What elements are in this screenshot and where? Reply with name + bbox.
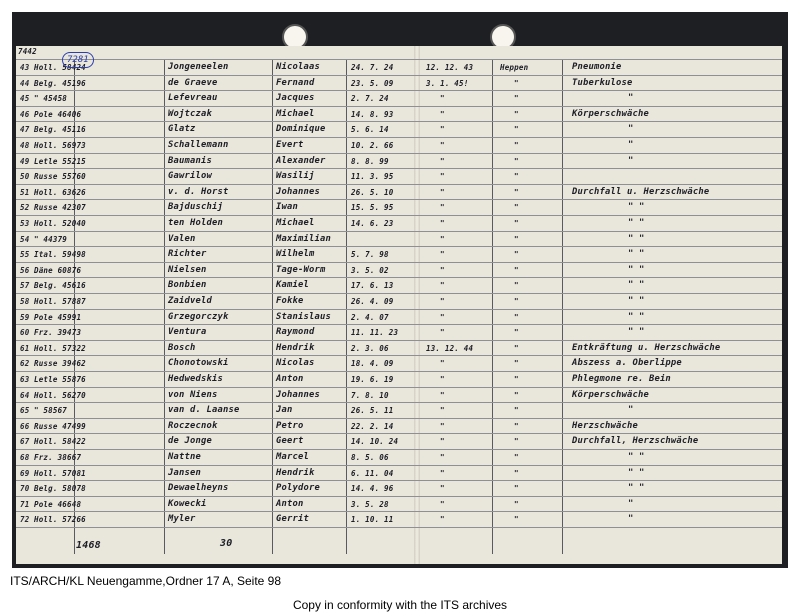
death-date: 13. 12. 44 [426,343,474,353]
place: " [514,484,519,494]
first-name: Petro [276,420,304,431]
birth-date: 3. 5. 02 [351,265,389,275]
cause-remark: " " [628,452,645,462]
first-name: Hendrik [276,342,315,353]
place: " [514,390,519,400]
cause-remark: " " [628,202,645,213]
death-date: " [440,265,445,275]
surname: von Niens [168,389,218,400]
birth-date: 14. 10. 24 [351,437,399,447]
row-index: 71 [20,499,30,509]
row-index: 66 [20,421,30,431]
cause-remark: " [628,155,634,166]
ruled-line [16,168,782,169]
death-date: " [440,359,445,369]
surname: Schallemann [168,140,229,150]
surname: Chonotowski [168,358,229,369]
row-index: 59 [20,312,30,322]
death-date: 3. 1. 45! [426,78,469,88]
prisoner-number: Letle 55876 [34,375,86,384]
cause-remark: " [628,140,634,150]
cause-remark: Durchfall u. Herzschwäche [572,186,710,197]
row-index: 68 [20,453,30,462]
place: Heppen [500,63,529,72]
prisoner-number: Russe 42307 [34,203,86,213]
ruled-line [16,59,782,60]
death-date: " [440,406,445,416]
first-name: Fokke [276,296,304,306]
birth-date: 2. 7. 24 [351,94,389,104]
row-index: 56 [20,265,30,275]
birth-date: 22. 2. 14 [351,421,394,431]
document-scan [12,12,788,568]
row-index: 50 [20,172,30,182]
birth-date: 2. 4. 07 [351,312,389,322]
ruled-line [16,277,782,278]
prisoner-number: Letle 55215 [34,156,86,166]
surname: Ventura [168,327,207,338]
ruled-line [16,262,782,263]
death-date: " [440,437,445,447]
row-index: 54 [20,234,30,244]
death-date: " [440,328,445,338]
surname: Gawrilow [168,171,212,182]
cause-remark: Phlegmone re. Bein [572,374,671,384]
first-name: Gerrit [276,514,309,525]
ruled-line [16,246,782,247]
surname: Jansen [168,467,201,478]
birth-date: 23. 5. 09 [351,78,394,88]
death-date: " [440,312,445,322]
birth-date: 5. 6. 14 [351,125,389,135]
cause-remark: Herzschwäche [572,420,638,431]
birth-date: 24. 7. 24 [351,63,394,72]
first-name: Kamiel [276,280,309,291]
place: " [514,421,519,431]
first-name: Hendrik [276,467,315,478]
row-index: 52 [20,203,30,213]
surname: Jongeneelen [168,62,229,72]
surname: de Jonge [168,436,212,447]
ruled-line [16,387,782,388]
cause-remark: Tuberkulose [572,77,633,88]
prisoner-number: Frz. 38667 [34,453,82,462]
first-name: Anton [276,374,304,384]
surname: Bosch [168,342,196,353]
ruled-line [16,465,782,466]
first-name: Nicolaas [276,62,320,72]
ruled-line [16,402,782,403]
surname: Richter [168,249,207,260]
first-name: Alexander [276,155,326,166]
row-index: 45 [20,94,30,104]
surname: Hedwedskis [168,374,223,384]
place: " [514,281,519,291]
birth-date: 8. 5. 06 [351,453,389,462]
surname: Kowecki [168,498,207,509]
death-date: " [440,109,445,119]
ruled-line [16,184,782,185]
first-name: Michael [276,218,315,228]
death-date: " [440,375,445,384]
row-index: 47 [20,125,30,135]
archive-number-badge: 7281 [62,52,94,68]
row-index: 57 [20,281,30,291]
first-name: Michael [276,108,315,119]
surname: ten Holden [168,218,223,228]
ruled-line [16,371,782,372]
prisoner-number: Pole 46648 [34,499,82,509]
ruled-line [16,324,782,325]
row-index: 46 [20,109,30,119]
birth-date: 2. 3. 06 [351,343,389,353]
prisoner-number: Holl. 58424 [34,63,86,72]
place: " [514,328,519,338]
birth-date: 11. 3. 95 [351,172,394,182]
death-date: " [440,219,445,228]
place: " [514,156,519,166]
prisoner-number: Belg. 45196 [34,78,86,88]
prisoner-number: " 58567 [34,406,68,416]
row-index: 44 [20,78,30,88]
prisoner-number: Holl. 57081 [34,468,86,478]
ruled-line [16,511,782,512]
first-name: Wasilij [276,171,315,182]
prisoner-number: Belg. 45116 [34,125,86,135]
archive-caption: ITS/ARCH/KL Neuengamme,Ordner 17 A, Seite 98 [10,574,282,588]
cause-remark: " [628,124,634,135]
first-name: Johannes [276,389,320,400]
first-name: Jacques [276,93,315,104]
birth-date: 26. 4. 09 [351,297,394,306]
prisoner-number: Frz. 39473 [34,328,82,338]
ruled-line [16,527,782,528]
cause-remark: " " [628,264,645,275]
cause-remark: " [628,405,634,416]
prisoner-number: Holl. 57887 [34,297,86,306]
row-index: 62 [20,359,30,369]
birth-date: 1. 10. 11 [351,515,394,525]
surname: de Graeve [168,77,218,88]
cause-remark: " " [628,311,645,322]
row-index: 65 [20,406,30,416]
prisoner-number: Holl. 57322 [34,343,86,353]
surname: Wojtczak [168,108,212,119]
place: " [514,234,519,244]
birth-date: 17. 6. 13 [351,281,394,291]
row-index: 49 [20,156,30,166]
cause-remark: " " [628,280,645,291]
row-index: 61 [20,343,30,353]
ruled-line [16,355,782,356]
row-index: 48 [20,141,30,150]
birth-date: 18. 4. 09 [351,359,394,369]
prisoner-number: Belg. 58078 [34,484,86,494]
ruled-line [16,449,782,450]
birth-date: 11. 11. 23 [351,328,399,338]
death-date: " [440,234,445,244]
first-name: Dominique [276,124,326,135]
death-date: " [440,141,445,150]
first-name: Geert [276,436,304,447]
birth-date: 26. 5. 11 [351,406,394,416]
bottom-number: 1468 [76,540,101,551]
place: " [514,297,519,306]
ruled-line [16,231,782,232]
place: " [514,359,519,369]
row-index: 55 [20,250,30,260]
first-name: Fernand [276,77,315,88]
surname: Dewaelheyns [168,483,229,494]
death-date: " [440,94,445,104]
prisoner-number: Russe 39462 [34,359,86,369]
place: " [514,141,519,150]
prisoner-number: " 45458 [34,94,68,104]
birth-date: 19. 6. 19 [351,375,394,384]
death-date: " [440,203,445,213]
row-index: 72 [20,515,30,525]
row-index: 53 [20,219,30,228]
ruled-line [16,90,782,91]
prisoner-number: Holl. 52040 [34,219,86,228]
place: " [514,312,519,322]
birth-date: 10. 2. 66 [351,141,394,150]
first-name: Johannes [276,186,320,197]
place: " [514,406,519,416]
page-fold [414,46,420,564]
ruled-line [16,309,782,310]
cause-remark: " " [628,327,645,338]
first-name: Iwan [276,202,298,213]
death-date: " [440,281,445,291]
death-date: " [440,390,445,400]
prisoner-number: Holl. 63626 [34,187,86,197]
first-name: Anton [276,498,304,509]
birth-date: 8. 8. 99 [351,156,389,166]
cause-remark: Entkräftung u. Herzschwäche [572,342,721,353]
cause-remark: Körperschwäche [572,389,649,400]
cause-remark: Pneumonie [572,62,622,72]
place: " [514,468,519,478]
ruled-line [16,121,782,122]
row-index: 64 [20,390,30,400]
place: " [514,94,519,104]
death-date: " [440,156,445,166]
death-date: " [440,484,445,494]
place: " [514,172,519,182]
prisoner-number: Holl. 57266 [34,515,86,525]
prisoner-number: Pole 45991 [34,312,82,322]
death-date: " [440,468,445,478]
surname: Bajduschij [168,202,223,213]
ruled-line [16,293,782,294]
ruled-line [16,215,782,216]
row-index: 63 [20,375,30,384]
cause-remark: " " [628,467,645,478]
first-name: Nicolas [276,358,315,369]
first-name: Jan [276,405,293,416]
surname: Nattne [168,452,201,462]
first-name: Tage-Worm [276,264,326,275]
row-index: 69 [20,468,30,478]
row-index: 70 [20,484,30,494]
first-name: Stanislaus [276,311,331,322]
surname: Myler [168,514,196,525]
surname: v. d. Horst [168,186,229,197]
place: " [514,515,519,525]
prisoner-number: Russe 47499 [34,421,86,431]
birth-date: 14. 6. 23 [351,219,394,228]
death-date: " [440,187,445,197]
birth-date: 6. 11. 04 [351,468,394,478]
death-date: " [440,499,445,509]
birth-date: 5. 7. 98 [351,250,389,260]
place: " [514,109,519,119]
cause-remark: " " [628,233,645,244]
death-date: " [440,421,445,431]
surname: Zaidveld [168,296,212,306]
ruled-line [16,199,782,200]
cause-remark: " " [628,483,645,494]
cause-remark: Abszess a. Oberlippe [572,358,682,369]
place: " [514,499,519,509]
cause-remark: " [628,498,634,509]
prisoner-number: Däne 60876 [34,265,82,275]
surname: Baumanis [168,155,212,166]
birth-date: 15. 5. 95 [351,203,394,213]
birth-date: 3. 5. 28 [351,499,389,509]
stamp-number: 7442 [18,47,37,56]
surname: Valen [168,233,196,244]
row-index: 43 [20,63,30,72]
death-date: " [440,172,445,182]
ruled-line [16,433,782,434]
archive-footer: Copy in conformity with the ITS archives [292,598,508,612]
death-date: 12. 12. 43 [426,63,474,72]
prisoner-number: Holl. 58422 [34,437,86,447]
row-index: 58 [20,297,30,306]
row-index: 67 [20,437,30,447]
ruled-line [16,106,782,107]
place: " [514,437,519,447]
cause-remark: " [628,514,634,525]
first-name: Polydore [276,483,320,494]
birth-date: 14. 8. 93 [351,109,394,119]
place: " [514,343,519,353]
surname: Nielsen [168,264,207,275]
first-name: Evert [276,140,304,150]
surname: van d. Laanse [168,405,240,416]
first-name: Raymond [276,327,315,338]
place: " [514,219,519,228]
place: " [514,453,519,462]
row-index: 60 [20,328,30,338]
row-index: 51 [20,187,30,197]
ruled-line [16,137,782,138]
cause-remark: Körperschwäche [572,108,649,119]
cause-remark: " " [628,249,645,260]
cause-remark: Durchfall, Herzschwäche [572,436,699,447]
prisoner-number: Pole 46406 [34,109,82,119]
cause-remark: " [628,93,634,104]
death-date: " [440,515,445,525]
place: " [514,78,519,88]
birth-date: 7. 8. 10 [351,390,389,400]
birth-date: 14. 4. 96 [351,484,394,494]
place: " [514,250,519,260]
birth-date: 26. 5. 10 [351,187,394,197]
surname: Roczecnok [168,420,218,431]
ruled-line [16,480,782,481]
place: " [514,203,519,213]
ledger-page [16,46,782,564]
ruled-line [16,75,782,76]
death-date: " [440,297,445,306]
prisoner-number: " 44379 [34,234,68,244]
place: " [514,375,519,384]
death-date: " [440,453,445,462]
surname: Lefevreau [168,93,218,104]
ruled-line [16,340,782,341]
prisoner-number: Russe 55760 [34,172,86,182]
first-name: Wilhelm [276,249,315,260]
place: " [514,265,519,275]
prisoner-number: Holl. 56270 [34,390,86,400]
surname: Bonbien [168,280,207,291]
prisoner-number: Holl. 56973 [34,141,86,150]
first-name: Maximilian [276,233,331,244]
cause-remark: " " [628,296,645,306]
first-name: Marcel [276,452,309,462]
death-date: " [440,125,445,135]
prisoner-number: Belg. 45616 [34,281,86,291]
ruled-line [16,496,782,497]
place: " [514,125,519,135]
ruled-line [16,418,782,419]
place: " [514,187,519,197]
surname: Glatz [168,124,196,135]
ruled-line [16,153,782,154]
surname: Grzegorczyk [168,311,229,322]
prisoner-number: Ital. 59498 [34,250,86,260]
death-date: " [440,250,445,260]
bottom-number-2: 30 [220,538,233,549]
cause-remark: " " [628,218,645,228]
